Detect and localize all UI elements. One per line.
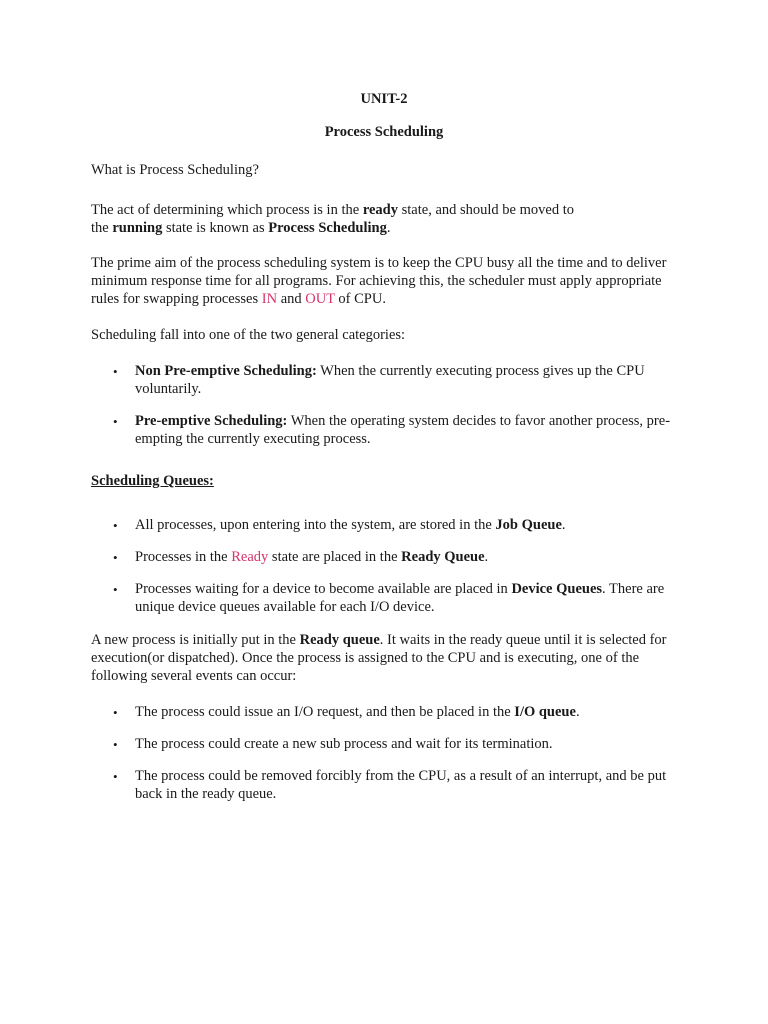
definition-paragraph: The act of determining which process is in the ready state, and should be moved to the running state is known as Process Scheduling. [91,202,574,236]
list-item: The process could be removed forcibly from the CPU, as a result of an interrupt, and be put back in the ready queue. [135,768,667,802]
bullet-icon: • [113,518,118,533]
list-item: The process could create a new sub process and wait for its termination. [135,736,553,752]
unit-heading: UNIT-2 [360,91,408,107]
bullet-icon: • [113,364,118,379]
bullet-icon: • [113,705,118,720]
bullet-icon: • [113,769,118,784]
page-title: Process Scheduling [324,124,444,140]
list-item: The process could issue an I/O request, and then be placed in the I/O queue. [135,704,580,720]
new-process-paragraph: A new process is initially put in the Ready queue. It waits in the ready queue until it is selected for execution(or dispatched). Once the process is assigned to the CPU and is executing, one of the following several events can occur: [91,632,667,684]
bullet-icon: • [113,414,118,429]
bullet-icon: • [113,737,118,752]
list-item: Processes in the Ready state are placed in the Ready Queue. [135,549,489,565]
list-item: Pre-emptive Scheduling: When the operating system decides to favor another process, pre-empting the currently executing process. [135,413,671,447]
section-heading: Scheduling Queues: [91,473,214,489]
bullet-icon: • [113,582,118,597]
categories-intro: Scheduling fall into one of the two general categories: [91,327,406,343]
bullet-icon: • [113,550,118,565]
question-line: What is Process Scheduling? [91,162,259,178]
list-item: All processes, upon entering into the system, are stored in the Job Queue. [135,517,566,533]
list-item: Processes waiting for a device to become available are placed in Device Queues. There are unique device queues available for each I/O device. [135,581,665,615]
list-item: Non Pre-emptive Scheduling: When the currently executing process gives up the CPU voluntarily. [135,363,645,397]
aim-paragraph: The prime aim of the process scheduling system is to keep the CPU busy all the time and to deliver minimum response time for all programs. For achieving this, the scheduler must apply appropriate rules for swapping processes IN and OUT of CPU. [91,255,667,307]
